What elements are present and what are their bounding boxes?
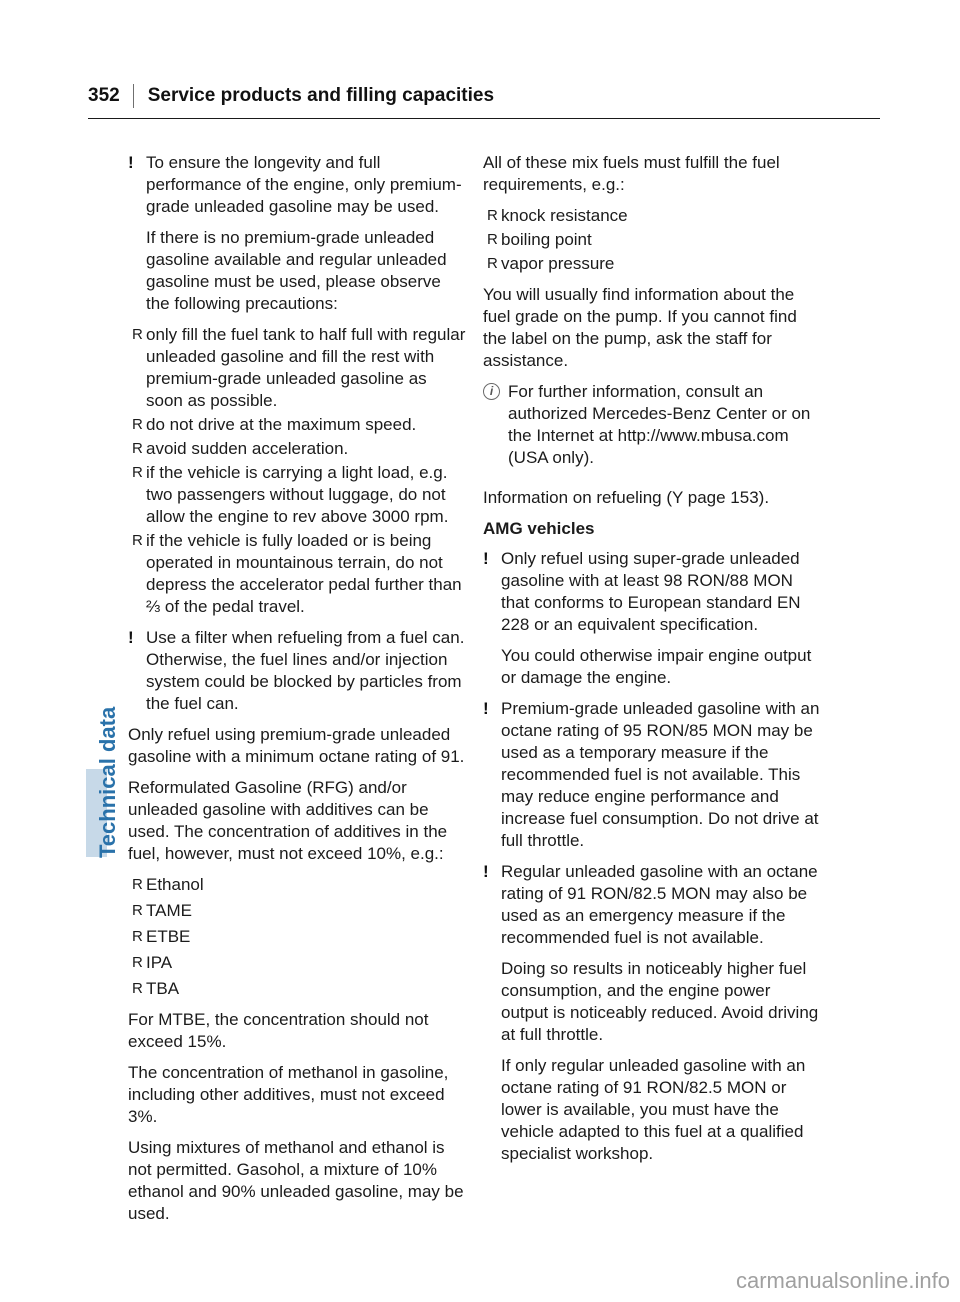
list-item — [128, 952, 466, 974]
paragraph: Use a filter when refueling from a fuel can. Otherwise, the fuel lines and/or injection system could be blocked by particles from the fuel can. — [146, 628, 465, 713]
list-item — [128, 414, 466, 436]
page-ref-text: page 153). — [683, 488, 770, 507]
bullet-text: TAME — [146, 901, 192, 920]
page-reference — [483, 487, 821, 509]
warning-body — [146, 627, 466, 715]
warning-body — [146, 152, 466, 315]
bullet-icon: R — [132, 876, 143, 893]
bullet-text: avoid sudden acceleration. — [146, 439, 349, 458]
warning-note — [128, 152, 466, 315]
bullet-text: ETBE — [146, 927, 191, 946]
bullet-text: do not drive at the maximum speed. — [146, 415, 417, 434]
paragraph: All of these mix fuels must fulfill the fuel requirements, e.g.: — [483, 153, 780, 194]
paragraph: Regular unleaded gasoline with an octane rating of 91 RON/82.5 MON may also be used as an emergency measure if the recommended fuel is not available. — [501, 862, 818, 947]
list-item — [483, 205, 821, 227]
section-heading-amg: AMG vehicles — [483, 519, 595, 538]
info-icon: i — [483, 383, 500, 400]
bullet-text: boiling point — [501, 230, 592, 249]
page-ref-text: Information on refueling ( — [483, 488, 672, 507]
bullet-icon: R — [132, 954, 143, 971]
paragraph: Reformulated Gasoline (RFG) and/or unleaded gasoline with additives can be used. The concentration of additives in the fuel, however, must not exceed 10%, e.g.: — [128, 778, 448, 863]
paragraph: Only refuel using super-grade unleaded gasoline with at least 98 RON/88 MON that conforms to European standard EN 228 or an equivalent specification. — [501, 549, 801, 634]
warning-icon: ! — [128, 153, 134, 172]
requirements-list — [483, 205, 821, 275]
info-body — [508, 381, 821, 478]
list-item — [128, 438, 466, 460]
paragraph: For MTBE, the concentration should not exceed 15%. — [128, 1010, 429, 1051]
paragraph: Using mixtures of methanol and ethanol is not permitted. Gasohol, a mixture of 10% ethanol and 90% unleaded gasoline, may be used. — [128, 1138, 464, 1223]
list-item — [128, 978, 466, 1000]
bullet-icon: R — [132, 532, 143, 549]
bullet-text: knock resistance — [501, 206, 628, 225]
bullet-text: IPA — [146, 953, 173, 972]
list-item — [483, 253, 821, 275]
left-column — [128, 152, 466, 1234]
paragraph: If there is no premium-grade unleaded gasoline available and regular unleaded gasoline must be used, please observe the following precautions: — [146, 228, 447, 313]
bullet-icon: R — [132, 464, 143, 481]
bullet-text: if the vehicle is carrying a light load, e.g. two passengers without luggage, do not allow the engine to rev above 3000 rpm. — [146, 463, 449, 526]
paragraph: You will usually find information about the fuel grade on the pump. If you cannot find the label on the pump, ask the staff for assistance. — [483, 285, 797, 370]
warning-note — [483, 698, 821, 852]
warning-note — [483, 861, 821, 1165]
bullet-icon: R — [487, 207, 498, 224]
paragraph: To ensure the longevity and full performance of the engine, only premium-grade unleaded gasoline may be used. — [146, 153, 462, 216]
paragraph: Doing so results in noticeably higher fuel consumption, and the engine power output is noticeably reduced. Avoid driving at full throttle. — [501, 959, 819, 1044]
bullet-text: Ethanol — [146, 875, 204, 894]
page-number: 352 — [88, 85, 120, 106]
bullet-icon: R — [132, 326, 143, 343]
header-divider — [133, 84, 134, 108]
list-item — [128, 900, 466, 922]
bullet-icon: R — [487, 255, 498, 272]
paragraph: For further information, consult an authorized Mercedes-Benz Center or on the Internet at http://www.mbusa.com (USA only). — [508, 382, 811, 467]
bullet-text: only fill the fuel tank to half full with regular unleaded gasoline and fill the rest with premium-grade unleaded gasoline as soon as possible. — [146, 325, 466, 410]
list-item — [128, 324, 466, 412]
bullet-text: if the vehicle is fully loaded or is being operated in mountainous terrain, do not depress the accelerator pedal further than ⅔ of the pedal travel. — [146, 531, 462, 616]
warning-note — [128, 627, 466, 715]
bullet-icon: R — [487, 231, 498, 248]
warning-icon: ! — [483, 699, 489, 718]
warning-icon: ! — [128, 628, 134, 647]
bullet-icon: R — [132, 902, 143, 919]
precautions-list — [128, 324, 466, 618]
list-item — [128, 874, 466, 896]
paragraph: Premium-grade unleaded gasoline with an octane rating of 95 RON/85 MON may be used as a temporary measure if the recommended fuel is not available. This may reduce engine performance and increase fuel consumption. Do not drive at full throttle. — [501, 699, 820, 850]
bullet-icon: R — [132, 440, 143, 457]
page-ref-icon: Y — [672, 488, 684, 507]
page-title: Service products and filling capacities — [147, 85, 495, 106]
info-note — [483, 381, 821, 478]
bullet-icon: R — [132, 416, 143, 433]
paragraph: The concentration of methanol in gasoline, including other additives, must not exceed 3%. — [128, 1063, 449, 1126]
warning-note — [483, 548, 821, 689]
list-item — [128, 926, 466, 948]
warning-body — [501, 698, 821, 852]
page-header — [88, 84, 880, 119]
list-item — [483, 229, 821, 251]
watermark: carmanualsonline.info — [735, 1268, 950, 1293]
warning-body — [501, 861, 821, 1165]
chapter-label: Technical data — [95, 706, 120, 858]
paragraph: If only regular unleaded gasoline with an octane rating of 91 RON/82.5 MON or lower is available, you must have the vehicle adapted to this fuel at a qualified specialist workshop. — [501, 1056, 806, 1163]
additives-list — [128, 874, 466, 1000]
warning-icon: ! — [483, 862, 489, 881]
bullet-text: vapor pressure — [501, 254, 615, 273]
paragraph: Only refuel using premium-grade unleaded gasoline with a minimum octane rating of 91. — [128, 725, 465, 766]
paragraph: You could otherwise impair engine output or damage the engine. — [501, 646, 812, 687]
list-item — [128, 530, 466, 618]
bullet-text: TBA — [146, 979, 180, 998]
warning-body — [501, 548, 821, 689]
bullet-icon: R — [132, 980, 143, 997]
list-item — [128, 462, 466, 528]
bullet-icon: R — [132, 928, 143, 945]
warning-icon: ! — [483, 549, 489, 568]
right-column — [483, 152, 821, 1174]
